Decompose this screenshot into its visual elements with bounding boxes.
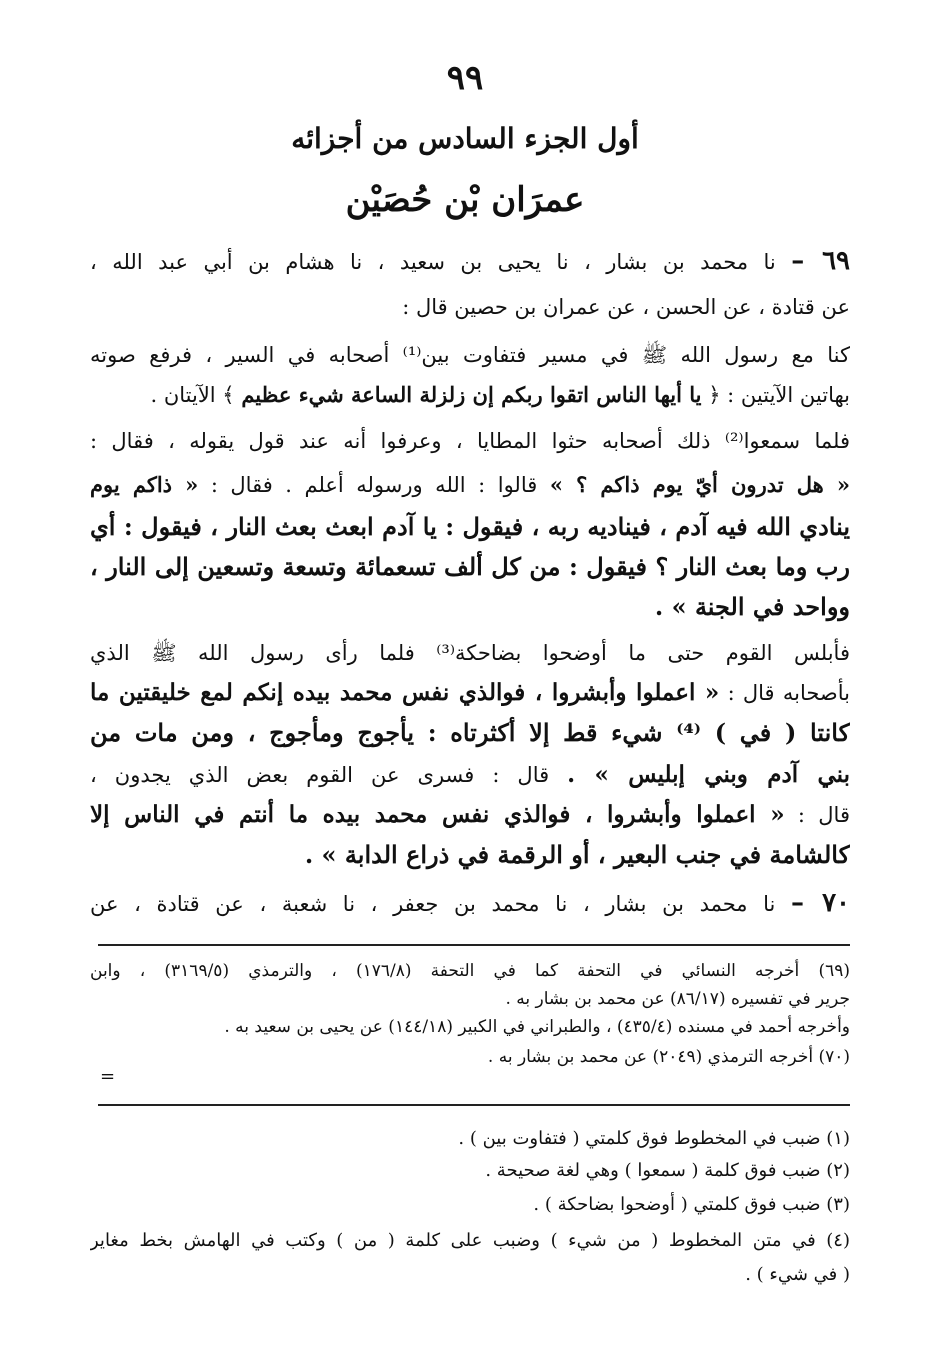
takhrij-line: (٧٠) أخرجه الترمذي (٢٠٤٩) عن محمد بن بشار به . [487,1047,850,1067]
narration: قالوا : الله ورسوله أعلم . فقال : [210,473,538,497]
quran-verse: يا أيها الناس اتقوا ربكم إن زلزلة الساعة شيء عظيم [241,382,702,407]
hadith-69-line-7: ينادي الله فيه آدم ، فيناديه ربه ، فيقول : يا آدم ابعث بعث النار ، فيقول : أي [90,512,850,541]
hadith-69-line-10: فأبلس القوم حتى ما أوضحوا بضاحكة⁽³⁾ فلما رأى رسول الله ﷺ الذي [90,641,850,665]
hadith-69-line-4 [90,378,850,412]
takhrij-line: وأخرجه أحمد في مسنده (٤٣٥/٤) ، والطبراني في الكبير (١٤٤/١٨) عن يحيى بن سعيد به . [224,1017,850,1037]
isnad-text: نا محمد بن بشار ، نا يحيى بن سعيد ، نا هشام بن أبي عبد الله ، [90,250,776,274]
hadith-69-line-14 [90,798,850,832]
narration: بأصحابه قال : [727,681,850,705]
prophet-speech: « اعملوا وأبشروا ، فوالذي نفس محمد بيده إنكم لمع خليقتين ما [90,679,720,706]
notes-rule [98,1104,850,1106]
note-line: (١) ضبب في المخطوط فوق كلمتي ( فتفاوت بين ) . [458,1128,850,1149]
narration: قال : فسرى عن القوم بعض الذي يجدون ، [90,763,550,787]
note-line: (٢) ضبب فوق كلمة ( سمعوا ) وهي لغة صحيحة . [485,1160,850,1181]
hadith-69-line-6 [90,468,850,502]
hadith-69-line-12: كانتا ( في ) ⁽⁴⁾ شيء قط إلا أكثرتاه : يأجوج ومأجوج ، ومن مات من [90,718,850,747]
prophet-speech: « اعملوا وأبشروا ، فوالذي نفس محمد بيده ما أنتم في الناس إلا [90,801,785,828]
verse-intro: بهاتين الآيتين : ﴿ [708,383,850,407]
takhrij-line: جرير في تفسيره (٨٦/١٧) عن محمد بن بشار به . [505,989,850,1009]
isnad-text: نا محمد بن بشار ، نا محمد بن جعفر ، نا شعبة ، عن قتادة ، عن [90,892,776,916]
hadith-69-line-15: كالشامة في جنب البعير ، أو الرقمة في ذراع الدابة » . [304,840,850,869]
prophet-speech: بني آدم وبني إبليس » . [567,761,850,788]
part-heading: أول الجزء السادس من أجزائه [291,122,639,155]
hadith-69-line-13 [90,758,850,792]
footnote-rule [98,944,850,946]
hadith-69-line-3: كنا مع رسول الله ﷺ في مسير فتفاوت بين⁽¹⁾ أصحابه في السير ، فرفع صوته [90,343,850,367]
chapter-title: عمرَان بْن حُصَيْن [345,180,585,220]
prophet-speech: « ذاكم يوم [90,472,199,497]
hadith-number: ٧٠ – [791,888,850,918]
hadith-number: ٦٩ – [791,246,850,276]
hadith-70-line-1 [90,886,850,921]
hadith-69-line-8: رب وما بعث النار ؟ فيقول : من كل ألف تسعمائة وتسعة وتسعين إلى النار ، [90,552,850,581]
page-number: ٩٩ [446,58,484,98]
hadith-69-line-9: وواحد في الجنة » . [654,592,850,621]
hadith-69-line-1 [90,244,850,279]
takhrij-line: (٦٩) أخرجه النسائي في التحفة كما في التحفة (١٧٦/٨) ، والترمذي (٣١٦٩/٥) ، وابن [90,961,850,981]
verse-close: ﴾ الآيتان . [150,383,235,407]
note-line: ( في شيء ) . [745,1264,850,1285]
prophet-speech: « هل تدرون أيّ يوم ذاكم ؟ » [549,472,850,497]
narration: قال : [797,803,850,827]
continuation-mark: = [100,1066,116,1087]
note-line: (٤) في متن المخطوط ( من شيء ) وضبب على كلمة ( من ) وكتب في الهامش بخط مغاير [90,1230,850,1251]
note-line: (٣) ضبب فوق كلمتي ( أوضحوا بضاحكة ) . [533,1194,850,1215]
hadith-69-line-11 [90,676,850,710]
hadith-69-line-5: فلما سمعوا⁽²⁾ ذلك أصحابه حثوا المطايا ، وعرفوا أنه عند قول يقوله ، فقال : [90,429,850,453]
hadith-69-line-2: عن قتادة ، عن الحسن ، عن عمران بن حصين قال : [402,295,850,319]
